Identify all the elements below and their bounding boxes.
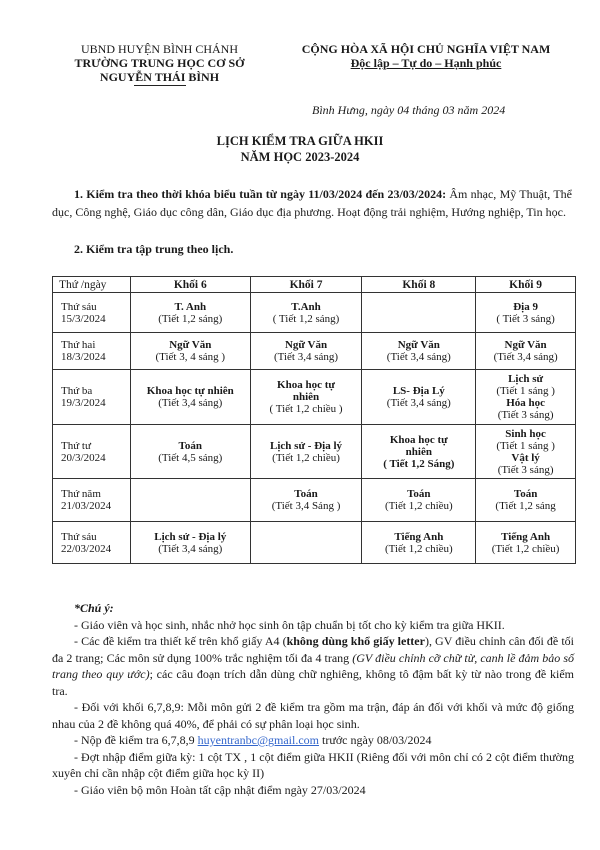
subject: Tiếng Anh [394,530,444,543]
table-row [53,479,576,522]
doc-subtitle: NĂM HỌC 2023-2024 [240,150,360,164]
table-row [53,333,576,370]
weekday: Thứ hai [61,339,96,351]
period: (Tiết 1 sáng ) [496,439,555,452]
subject: Địa 9 [513,300,538,313]
cell-k9 [476,293,576,333]
day-cell [53,293,131,333]
subject: Sinh học [505,427,546,440]
weekday: Thứ sáu [61,300,97,313]
cell-k6 [130,370,250,425]
subject: Tiếng Anh [501,530,551,543]
table-row [53,522,576,564]
col-header-k9: Khối 9 [476,277,576,293]
district-name: UBND HUYỆN BÌNH CHÁNH [81,42,238,56]
period-2: (Tiết 3 sáng) [497,409,554,421]
period: (Tiết 1,2 chiều) [272,451,340,464]
national-motto: Độc lập – Tự do – Hạnh phúc [350,56,502,70]
day-cell [53,333,131,370]
exam-schedule-table [52,276,576,564]
col-header-k8: Khối 8 [362,277,476,293]
subject-2: Hóa học [506,397,546,409]
note-4-part: trước ngày 08/03/2024 [319,733,432,747]
cell-k6 [130,293,250,333]
date: 20/3/2024 [61,451,106,464]
section-1 [52,185,572,221]
cell-k9 [476,425,576,479]
period: ( Tiết 1,2 Sáng) [383,457,455,470]
doc-title: LỊCH KIỂM TRA GIỮA HKII [216,134,384,148]
period: (Tiết 3,4 sáng) [273,351,339,363]
cell-k8 [362,425,476,479]
period: ( Tiết 1,2 sáng) [272,312,340,325]
period: (Tiết 4,5 sáng) [158,451,223,464]
subject: Toán [407,488,431,500]
subject: T.Anh [291,300,321,313]
subject: Toán [294,488,318,500]
period: (Tiết 3,4 sáng) [386,397,451,409]
note-4-part: - Nộp đề kiểm tra 6,7,8,9 [74,733,198,747]
subject-2: Vật lý [511,451,540,464]
period: (Tiết 3,4 sáng) [386,351,451,363]
cell-k7 [250,333,362,370]
period: (Tiết 3, 4 sáng ) [155,351,226,363]
subject: Khoa học tự nhiên [277,379,335,403]
country-name: CỘNG HÒA XÃ HỘI CHỦ NGHĨA VIỆT NAM [301,42,551,56]
date: 15/3/2024 [61,312,106,325]
period: (Tiết 1,2 sáng [495,500,556,512]
notes-title: *Chú ý: [74,601,114,615]
section-1-text: Âm nhạc, Mỹ Thuật, Thể dục, Công nghệ, Giáo dục công dân, Giáo dục địa phương. Hoạt động trải nghiệm, Hướng nghiệp, Tin học. [52,187,572,219]
table-header-row [53,277,576,293]
cell-k6 [130,333,250,370]
period: (Tiết 1,2 chiều) [384,542,453,555]
school-type: TRƯỜNG TRUNG HỌC CƠ SỞ [74,56,245,70]
period: (Tiết 1,2 chiều) [384,500,453,512]
cell-k7 [250,479,362,522]
col-header-day: Thứ /ngày [53,277,131,293]
day-cell [53,425,131,479]
period: ( Tiết 3 sáng) [496,312,555,325]
header-underline [134,85,186,86]
school-name: NGUYỄN THÁI BÌNH [99,70,220,84]
subject: Khoa học tự nhiên [146,385,234,397]
cell-k7 [250,293,362,333]
cell-k9 [476,370,576,425]
cell-k7 [250,522,362,564]
table-row [53,293,576,333]
period: (Tiết 3,4 sáng) [493,351,558,363]
cell-k9 [476,522,576,564]
cell-k7 [250,370,362,425]
date-line: Bình Hưng, ngày 04 tháng 03 năm 2024 [312,103,506,117]
day-cell [53,370,131,425]
note-1: - Giáo viên và học sinh, nhắc nhở học sinh ôn tập chuẩn bị tốt cho kỳ kiểm tra giữa HKII. [74,617,505,632]
note-2-part: ; các câu đoạn trích dẫn dùng chữ nghiêng, không tô đậm bất kỳ từ nào trong đề kiểm tra. [52,667,574,698]
weekday: Thứ ba [61,385,93,397]
cell-k8 [362,333,476,370]
subject: Lịch sử - Địa lý [154,530,227,543]
date: 19/3/2024 [61,397,106,409]
cell-k8 [362,479,476,522]
date: 18/3/2024 [61,351,106,363]
period: (Tiết 3,4 Sáng ) [271,500,341,512]
note-2-bold: không dùng khổ giấy letter [286,634,425,648]
subject: Ngữ Văn [504,339,547,351]
national-header [276,42,576,70]
weekday: Thứ tư [61,439,91,452]
subject: Ngữ Văn [284,339,328,351]
col-header-k7: Khối 7 [250,277,362,293]
weekday: Thứ sáu [61,530,97,543]
subject: Lịch sử - Địa lý [270,439,343,452]
subject: Lịch sử [508,373,544,385]
subject: Ngữ Văn [397,339,440,351]
subject: Toán [178,439,202,452]
subject: T. Anh [174,300,207,313]
note-3: - Đối với khối 6,7,8,9: Mỗi môn gửi 2 đề kiểm tra gồm ma trận, đáp án đối với khối và mức độ giống nhau của 2 đề không quá 40%, để phải có sự phân loại học sinh. [52,700,574,731]
cell-k6 [130,479,250,522]
date: 22/03/2024 [61,542,112,555]
notes-section [52,600,574,798]
org-header [52,42,267,86]
section-1-heading: 1. Kiểm tra theo thời khóa biểu tuần từ ngày 11/03/2024 đến 23/03/2024: [74,187,447,201]
note-2 [52,633,574,699]
period: (Tiết 3,4 sáng) [158,397,223,409]
cell-k9 [476,479,576,522]
day-cell [53,479,131,522]
subject: LS- Địa Lý [392,385,445,397]
period: (Tiết 1,2 sáng) [158,312,223,325]
cell-k9 [476,333,576,370]
section-2-heading: 2. Kiểm tra tập trung theo lịch. [74,242,234,256]
subject: Toán [513,488,538,500]
cell-k7 [250,425,362,479]
cell-k8 [362,522,476,564]
period-2: (Tiết 3 sáng) [497,463,554,476]
weekday: Thứ năm [61,488,101,500]
cell-k8 [362,293,476,333]
subject: Khoa học tự nhiên [389,433,448,458]
cell-k6 [130,425,250,479]
subject: Ngữ Văn [169,339,212,351]
period: (Tiết 1 sáng ) [496,385,555,397]
note-2-part: ), GV điều chỉnh cân đối đề tối đa 2 trang; Các môn sử dụng 100% trắc nghiệm tối đa 4 trang [52,634,574,665]
table-row [53,425,576,479]
note-5: - Đợt nhập điểm giữa kỳ: 1 cột TX , 1 cột điểm giữa HKII (Riêng đối với môn chỉ có 2 cột điểm thường xuyên chỉ cần nhập cột điểm giữa học kỳ II) [52,749,574,780]
cell-k8 [362,370,476,425]
note-2-part: - Các đề kiểm tra thiết kế trên khổ giấy A4 ( [74,634,287,648]
note-6: - Giáo viên bộ môn Hoàn tất cập nhật điểm ngày 27/03/2024 [74,782,366,797]
day-cell [53,522,131,564]
cell-k6 [130,522,250,564]
note-4 [52,732,574,749]
period: (Tiết 1,2 chiều) [491,542,560,555]
period: (Tiết 3,4 sáng) [158,542,223,555]
email-link[interactable]: huyentranbc@gmail.com [197,733,319,747]
col-header-k6: Khối 6 [130,277,250,293]
date: 21/03/2024 [61,500,112,512]
table-row [53,370,576,425]
note-2-italic: (GV điều chỉnh cỡ chữ từ, canh lề đảm bảo số trang theo quy ước) [52,650,574,681]
period: ( Tiết 1,2 chiều ) [269,403,343,415]
